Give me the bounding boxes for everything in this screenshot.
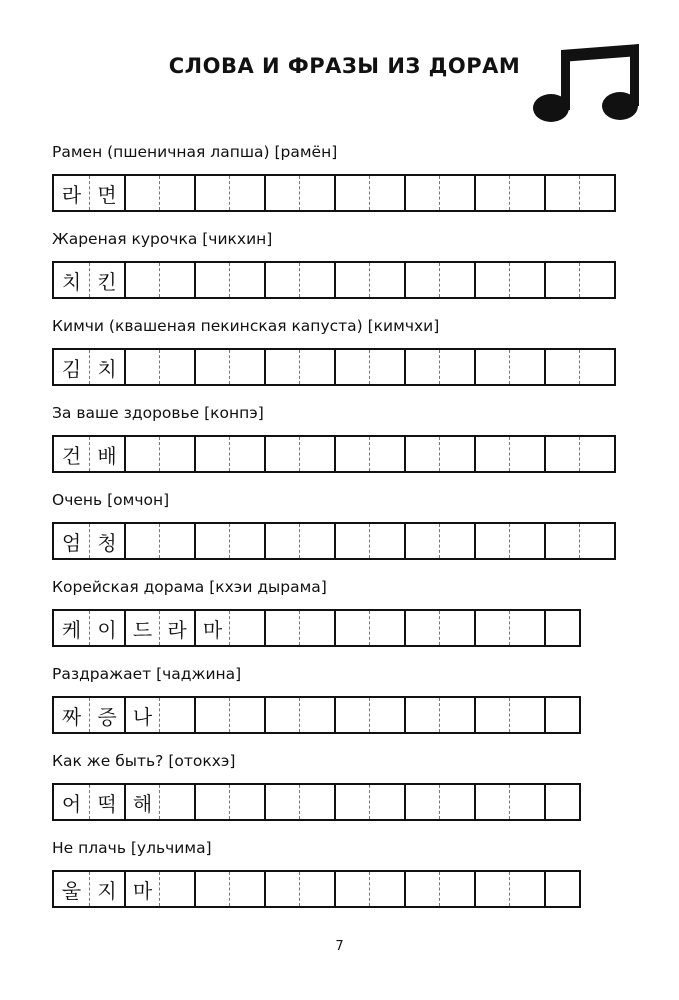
practice-cell xyxy=(299,785,334,819)
hangul-char: 지 xyxy=(89,872,124,906)
practice-cell xyxy=(509,263,544,297)
practice-cell xyxy=(544,350,579,384)
practice-cell xyxy=(404,176,439,210)
practice-cell xyxy=(299,524,334,558)
word-label: Кимчи (квашеная пекинская капуста) [кимчхи] xyxy=(52,317,440,335)
practice-cell xyxy=(194,176,229,210)
practice-cell xyxy=(509,872,544,906)
practice-cell xyxy=(439,176,474,210)
practice-cell xyxy=(194,698,229,732)
word-label: За ваше здоровье [конпэ] xyxy=(52,404,264,422)
page-number: 7 xyxy=(335,939,344,954)
practice-cell xyxy=(264,524,299,558)
practice-cell xyxy=(159,524,194,558)
practice-cell xyxy=(229,785,264,819)
practice-cell xyxy=(474,524,509,558)
practice-cell xyxy=(474,350,509,384)
practice-cell xyxy=(544,872,579,906)
practice-cell xyxy=(334,872,369,906)
word-entry xyxy=(52,403,632,490)
practice-cell xyxy=(369,437,404,471)
writing-grid xyxy=(52,696,581,734)
practice-cell xyxy=(124,524,159,558)
practice-cell xyxy=(544,785,579,819)
practice-cell xyxy=(264,437,299,471)
hangul-char: 나 xyxy=(124,698,159,732)
word-label: Очень [омчон] xyxy=(52,491,170,509)
practice-cell xyxy=(264,176,299,210)
practice-cell xyxy=(579,524,614,558)
practice-cell xyxy=(194,437,229,471)
writing-grid xyxy=(52,870,581,908)
hangul-char: 치 xyxy=(89,350,124,384)
hangul-char: 김 xyxy=(61,356,82,381)
hangul-char: 이 xyxy=(89,611,124,645)
practice-cell xyxy=(439,350,474,384)
hangul-char: 킨 xyxy=(89,263,124,297)
practice-cell xyxy=(404,263,439,297)
hangul-char: 드 xyxy=(124,611,159,645)
practice-cell xyxy=(474,872,509,906)
practice-cell xyxy=(264,611,299,645)
practice-cell xyxy=(159,785,194,819)
word-entry xyxy=(52,664,632,751)
practice-cell xyxy=(439,785,474,819)
word-label: Рамен (пшеничная лапша) [рамён] xyxy=(52,143,338,161)
practice-cell xyxy=(264,872,299,906)
hangul-char: 마 xyxy=(124,872,159,906)
practice-cell xyxy=(369,176,404,210)
writing-grid xyxy=(52,609,581,647)
practice-cell xyxy=(229,176,264,210)
practice-cell xyxy=(194,263,229,297)
practice-cell xyxy=(194,785,229,819)
practice-cell xyxy=(229,437,264,471)
practice-cell xyxy=(544,263,579,297)
hangul-char: 청 xyxy=(89,524,124,558)
practice-cell xyxy=(159,350,194,384)
writing-grid xyxy=(52,435,616,473)
hangul-char: 어 xyxy=(61,791,82,816)
word-entry xyxy=(52,751,632,838)
writing-grid xyxy=(52,348,616,386)
practice-cell xyxy=(579,350,614,384)
practice-cell xyxy=(544,611,579,645)
practice-cell xyxy=(229,524,264,558)
practice-cell xyxy=(299,698,334,732)
practice-cell xyxy=(124,263,159,297)
practice-cell xyxy=(159,176,194,210)
page-title: СЛОВА И ФРАЗЫ ИЗ ДОРАМ xyxy=(168,54,521,78)
writing-grid xyxy=(52,261,616,299)
practice-cell xyxy=(334,350,369,384)
practice-cell xyxy=(194,350,229,384)
word-label: Жареная курочка [чикхин] xyxy=(52,230,273,248)
practice-cell xyxy=(369,872,404,906)
practice-cell xyxy=(229,698,264,732)
hangul-char: 라 xyxy=(159,611,194,645)
practice-cell xyxy=(544,524,579,558)
practice-cell xyxy=(334,698,369,732)
entries-list xyxy=(52,142,632,925)
practice-cell xyxy=(404,437,439,471)
practice-cell xyxy=(159,872,194,906)
hangul-char: 배 xyxy=(89,437,124,471)
practice-cell xyxy=(299,611,334,645)
hangul-char: 엄 xyxy=(61,530,82,555)
practice-cell xyxy=(194,524,229,558)
word-label: Раздражает [чаджина] xyxy=(52,665,242,683)
practice-cell xyxy=(299,437,334,471)
practice-cell xyxy=(544,698,579,732)
practice-cell xyxy=(369,524,404,558)
word-entry xyxy=(52,490,632,577)
hangul-char: 라 xyxy=(61,182,82,207)
practice-cell xyxy=(264,350,299,384)
practice-cell xyxy=(439,698,474,732)
practice-cell xyxy=(544,176,579,210)
hangul-char: 마 xyxy=(194,611,229,645)
practice-cell xyxy=(229,263,264,297)
writing-grid xyxy=(52,174,616,212)
word-entry xyxy=(52,577,632,664)
word-label: Корейская дорама [кхэи дырама] xyxy=(52,578,327,596)
practice-cell xyxy=(334,437,369,471)
practice-cell xyxy=(369,350,404,384)
word-entry xyxy=(52,142,632,229)
hangul-char: 해 xyxy=(124,785,159,819)
practice-cell xyxy=(264,263,299,297)
hangul-char: 치 xyxy=(61,269,82,294)
practice-cell xyxy=(404,785,439,819)
practice-cell xyxy=(334,176,369,210)
practice-cell xyxy=(334,611,369,645)
practice-cell xyxy=(439,872,474,906)
practice-cell xyxy=(369,698,404,732)
hangul-char: 면 xyxy=(89,176,124,210)
practice-cell xyxy=(544,437,579,471)
practice-cell xyxy=(299,263,334,297)
hangul-char: 떡 xyxy=(89,785,124,819)
practice-cell xyxy=(159,263,194,297)
practice-cell xyxy=(404,698,439,732)
practice-cell xyxy=(474,176,509,210)
practice-cell xyxy=(334,263,369,297)
practice-cell xyxy=(229,872,264,906)
practice-cell xyxy=(439,611,474,645)
practice-cell xyxy=(509,785,544,819)
practice-cell xyxy=(509,350,544,384)
practice-cell xyxy=(229,611,264,645)
practice-cell xyxy=(229,350,264,384)
practice-cell xyxy=(159,437,194,471)
practice-cell xyxy=(124,176,159,210)
practice-cell xyxy=(404,611,439,645)
practice-cell xyxy=(264,698,299,732)
practice-cell xyxy=(509,176,544,210)
practice-cell xyxy=(474,785,509,819)
writing-grid xyxy=(52,783,581,821)
practice-cell xyxy=(334,785,369,819)
practice-cell xyxy=(299,350,334,384)
practice-cell xyxy=(474,437,509,471)
practice-cell xyxy=(474,263,509,297)
music-note-icon xyxy=(531,40,643,124)
practice-cell xyxy=(404,524,439,558)
practice-cell xyxy=(509,698,544,732)
practice-cell xyxy=(404,350,439,384)
word-entry xyxy=(52,838,632,925)
practice-cell xyxy=(369,785,404,819)
practice-cell xyxy=(579,263,614,297)
practice-cell xyxy=(579,176,614,210)
practice-cell xyxy=(299,176,334,210)
practice-cell xyxy=(509,611,544,645)
practice-cell xyxy=(439,524,474,558)
hangul-char: 울 xyxy=(61,878,82,903)
practice-cell xyxy=(404,872,439,906)
practice-cell xyxy=(124,437,159,471)
practice-cell xyxy=(439,263,474,297)
practice-cell xyxy=(439,437,474,471)
practice-cell xyxy=(194,872,229,906)
word-label: Как же быть? [отокхэ] xyxy=(52,752,236,770)
hangul-char: 건 xyxy=(61,443,82,468)
practice-cell xyxy=(299,872,334,906)
practice-cell xyxy=(334,524,369,558)
practice-cell xyxy=(369,263,404,297)
writing-grid xyxy=(52,522,616,560)
practice-cell xyxy=(369,611,404,645)
hangul-char: 짜 xyxy=(61,704,82,729)
practice-cell xyxy=(159,698,194,732)
hangul-char: 증 xyxy=(89,698,124,732)
practice-cell xyxy=(474,611,509,645)
practice-cell xyxy=(509,524,544,558)
word-label: Не плачь [ульчима] xyxy=(52,839,212,857)
hangul-char: 케 xyxy=(61,617,82,642)
practice-cell xyxy=(264,785,299,819)
practice-cell xyxy=(579,437,614,471)
word-entry xyxy=(52,229,632,316)
practice-cell xyxy=(124,350,159,384)
word-entry xyxy=(52,316,632,403)
practice-cell xyxy=(474,698,509,732)
practice-cell xyxy=(509,437,544,471)
